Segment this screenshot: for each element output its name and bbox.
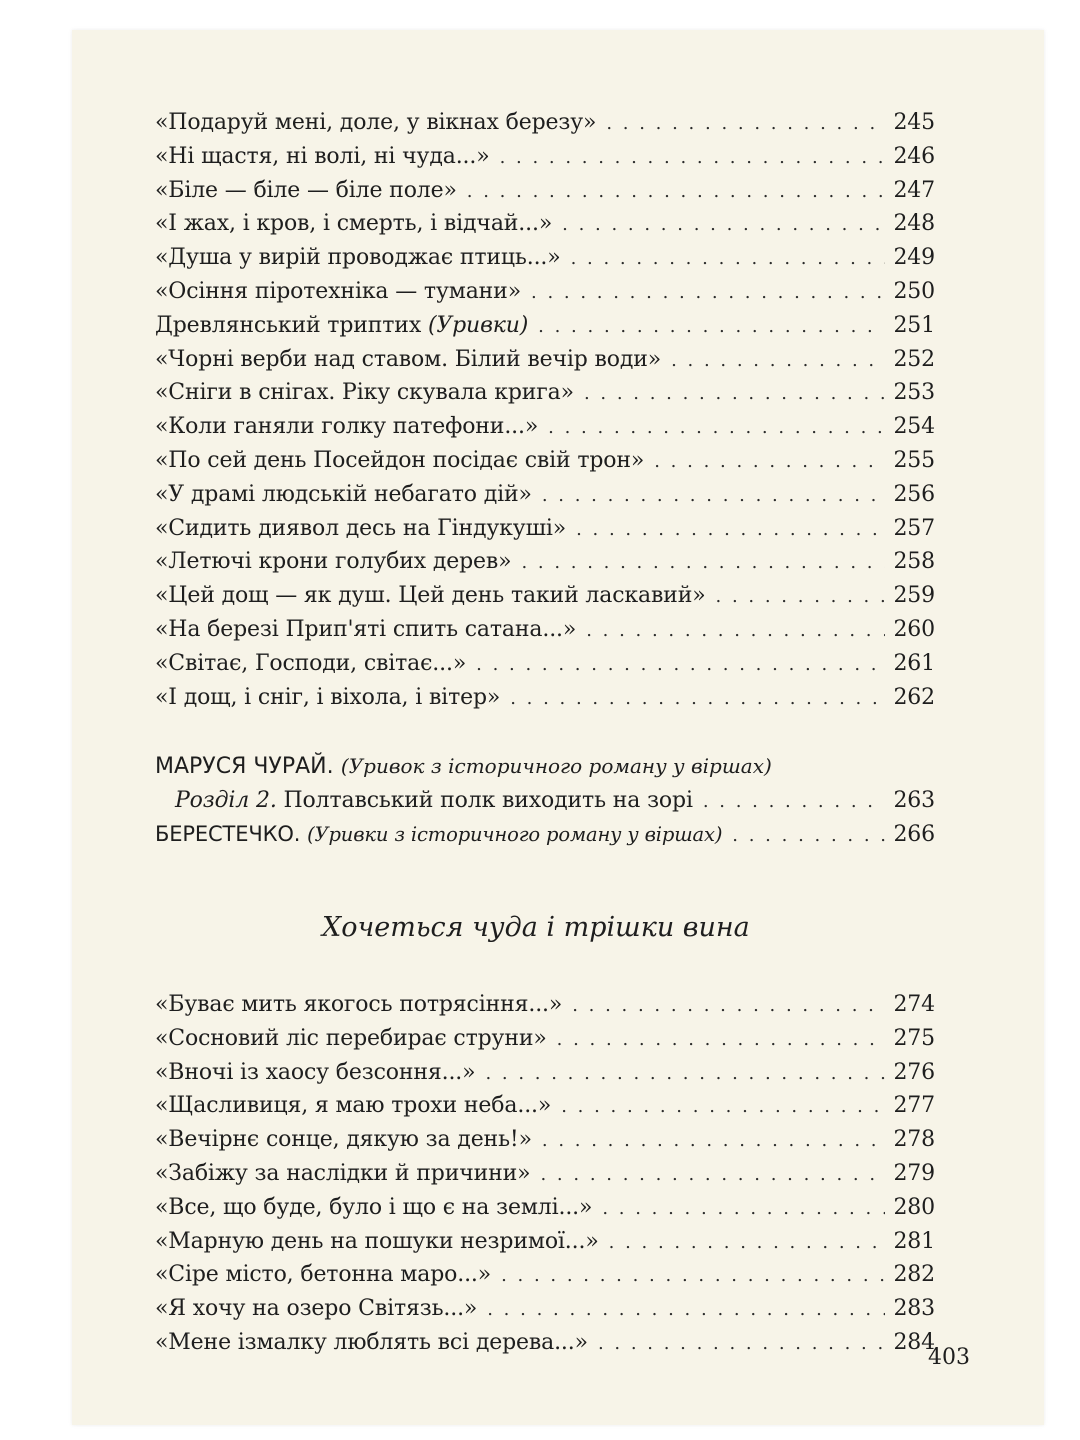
- toc-entry: [155, 1022, 935, 1056]
- toc-entry-title: «Буває мить якогось потрясіння...»: [155, 992, 563, 1017]
- toc-entry-page: 275: [893, 1025, 935, 1051]
- toc-entry: [155, 241, 935, 275]
- toc-entry: [155, 647, 935, 681]
- toc-entry-page: 261: [893, 650, 935, 676]
- toc-entry: [155, 1191, 935, 1225]
- toc-entry-page: 258: [893, 549, 935, 575]
- toc-entry: [155, 410, 935, 444]
- toc-entry-page: 254: [893, 414, 935, 440]
- dot-leader: [561, 1090, 885, 1124]
- dot-leader: [542, 479, 885, 513]
- dot-leader: [476, 648, 885, 682]
- toc-entry-title: «Біле — біле — біле поле»: [155, 177, 457, 203]
- toc-entry-title: «Сидить диявол десь на Гіндукуші»: [155, 515, 567, 541]
- toc-entry: [155, 275, 935, 309]
- novel-title: БЕРЕСТЕЧКО.: [155, 821, 301, 846]
- toc-entry-page: 251: [893, 312, 935, 338]
- toc-entry-page: 247: [893, 177, 935, 203]
- toc-entry: [155, 579, 935, 613]
- toc-entry-title: «Коли ганяли голку патефони...»: [155, 414, 539, 440]
- toc-entry: [155, 988, 935, 1022]
- toc-novels: [155, 748, 935, 852]
- toc-entry-page: 249: [893, 245, 935, 271]
- dot-leader: [703, 785, 885, 819]
- toc-entry-title: «Вночі із хаосу безсоння...»: [155, 1059, 476, 1085]
- toc-entry-title: [155, 309, 528, 343]
- toc-entry-page: 260: [893, 616, 935, 642]
- toc-entry-title: «І жах, і кров, і смерть, і відчай...»: [155, 211, 553, 237]
- dot-leader: [609, 1226, 885, 1260]
- toc-entry-page: 281: [893, 1228, 935, 1254]
- toc-entry-page: 276: [893, 1059, 935, 1085]
- toc-entry-page: 250: [893, 278, 935, 304]
- toc-entry-page: 280: [893, 1194, 935, 1220]
- toc-entry-page: 274: [893, 992, 935, 1017]
- toc-entry-title: «Сніги в снігах. Ріку скувала крига»: [155, 380, 574, 406]
- toc-entry-title: «Щасливиця, я маю трохи неба...»: [155, 1093, 552, 1119]
- dot-leader: [598, 1327, 885, 1361]
- toc-entry-page: 248: [893, 211, 935, 237]
- toc-entry-page: 255: [893, 447, 935, 473]
- toc-entry: [155, 545, 935, 579]
- dot-leader: [485, 1057, 885, 1091]
- toc-entry: [155, 376, 935, 410]
- toc-entry: [155, 309, 935, 343]
- dot-leader: [602, 1192, 885, 1226]
- novel-title: МАРУСЯ ЧУРАЙ.: [155, 754, 334, 779]
- dot-leader: [606, 107, 885, 141]
- toc-entry-title: «Марную день на пошуки незримої...»: [155, 1228, 599, 1254]
- dot-leader: [732, 819, 885, 853]
- toc-entry: [155, 1258, 935, 1292]
- toc-entry: [155, 140, 935, 174]
- toc-entry: [155, 207, 935, 241]
- dot-leader: [572, 989, 885, 1023]
- toc-entry-title: «У драмі людській небагато дій»: [155, 481, 532, 507]
- toc-entry-title: «Цей дощ — як душ. Цей день такий ласкавий»: [155, 583, 706, 609]
- toc-entry-page: 279: [893, 1160, 935, 1186]
- section-heading: Хочеться чуда і трішки вина: [322, 912, 750, 943]
- toc-entry-title: «Вечірнє сонце, дякую за день!»: [155, 1127, 532, 1153]
- dot-leader: [538, 310, 885, 344]
- toc-entry-page: 253: [893, 380, 935, 406]
- toc-entry-page: 256: [893, 481, 935, 507]
- toc-entry-title: «Сосновий ліс перебирає струни»: [155, 1025, 547, 1051]
- toc-entry: [155, 1292, 935, 1326]
- toc-entry-page: 245: [893, 110, 935, 135]
- toc-entry: [155, 512, 935, 546]
- dot-leader: [671, 344, 885, 378]
- novel-subtitle: (Уривок з історичного роману у віршах): [340, 754, 772, 778]
- toc-entry: [155, 174, 935, 208]
- toc-entry-page: 257: [893, 515, 935, 541]
- dot-leader: [716, 580, 885, 614]
- toc-entry-title: [175, 784, 693, 818]
- toc-entry-page: 266: [893, 821, 935, 847]
- toc-entry-subtitle: (Уривки): [427, 312, 529, 338]
- toc-entry: [155, 106, 935, 140]
- toc-entry-title: «Ні щастя, ні волі, ні чуда...»: [155, 143, 490, 169]
- dot-leader: [542, 1124, 885, 1158]
- toc-entry: [155, 478, 935, 512]
- toc-entry-title: «Я хочу на озеро Світязь...»: [155, 1296, 478, 1322]
- toc-entry-page: 284: [893, 1329, 935, 1355]
- toc-entry-title: «Світає, Господи, світає...»: [155, 650, 467, 676]
- chapter-label: Розділ 2.: [175, 788, 277, 813]
- toc-entry-main-title: Древлянський триптих: [155, 312, 422, 338]
- toc-entry-title: «І дощ, і сніг, і віхола, і вітер»: [155, 684, 501, 710]
- toc-entry-title: «Летючі крони голубих дерев»: [155, 549, 512, 575]
- dot-leader: [654, 445, 885, 479]
- toc-entry-title: «Чорні верби над ставом. Білий вечір води»: [155, 346, 662, 372]
- toc-entry-page: 283: [893, 1296, 935, 1322]
- dot-leader: [467, 175, 885, 209]
- toc-entry-page: 252: [893, 346, 935, 372]
- toc-entry: [155, 1225, 935, 1259]
- toc-entry-title: «Забіжу за наслідки й причини»: [155, 1160, 531, 1186]
- toc-entry: [155, 1326, 935, 1360]
- dot-leader: [557, 1023, 885, 1057]
- toc-entry-title: «Подаруй мені, доле, у вікнах березу»: [155, 110, 597, 135]
- dot-leader: [584, 377, 885, 411]
- dot-leader: [571, 242, 885, 276]
- dot-leader: [487, 1293, 885, 1327]
- toc-entry: [155, 1056, 935, 1090]
- toc-entry-title: «По сей день Посейдон посідає свій трон»: [155, 447, 645, 473]
- toc-novel-heading: [155, 748, 935, 784]
- toc-entry-page: 278: [893, 1127, 935, 1153]
- dot-leader: [510, 682, 885, 716]
- dot-leader: [562, 208, 885, 242]
- dot-leader: [548, 411, 885, 445]
- toc-entry-title: «На березі Прип'яті спить сатана...»: [155, 616, 577, 642]
- toc-entry-page: 282: [893, 1262, 935, 1288]
- toc-entry: [155, 343, 935, 377]
- toc-entry-title: [155, 818, 722, 852]
- dot-leader: [531, 276, 885, 310]
- dot-leader: [501, 1259, 885, 1293]
- chapter-title: Полтавський полк виходить на зорі: [283, 788, 693, 813]
- toc-entry-page: 259: [893, 583, 935, 609]
- dot-leader: [540, 1158, 885, 1192]
- toc-entry-page: 263: [893, 788, 935, 813]
- toc-list: [155, 988, 935, 1360]
- toc-entry-title: «Все, що буде, було і що є на землі...»: [155, 1194, 593, 1220]
- page-number: 403: [928, 1345, 970, 1370]
- toc-entry-page: 262: [893, 684, 935, 710]
- dot-leader: [586, 614, 885, 648]
- toc-entry: [155, 784, 935, 818]
- dot-leader: [521, 546, 885, 580]
- toc-entry: [155, 818, 935, 852]
- toc-entry: [155, 444, 935, 478]
- toc-entry-title: «Душа у вирій проводжає птиць...»: [155, 245, 561, 271]
- toc-entry-title: «Мене ізмалку люблять всі дерева...»: [155, 1329, 588, 1355]
- toc-entry-page: 277: [893, 1093, 935, 1119]
- toc-entry: [155, 1089, 935, 1123]
- toc-entry: [155, 1123, 935, 1157]
- dot-leader: [576, 513, 885, 547]
- toc-entry: [155, 613, 935, 647]
- toc-entry: [155, 1157, 935, 1191]
- dot-leader: [500, 141, 885, 175]
- toc-entry-title: «Осіння піротехніка — тумани»: [155, 278, 522, 304]
- toc-entry-page: 246: [893, 143, 935, 169]
- toc-entry: [155, 681, 935, 715]
- toc-list: [155, 106, 935, 714]
- toc-entry-title: «Сіре місто, бетонна маро...»: [155, 1262, 492, 1288]
- novel-subtitle: (Уривки з історичного роману у віршах): [307, 822, 723, 846]
